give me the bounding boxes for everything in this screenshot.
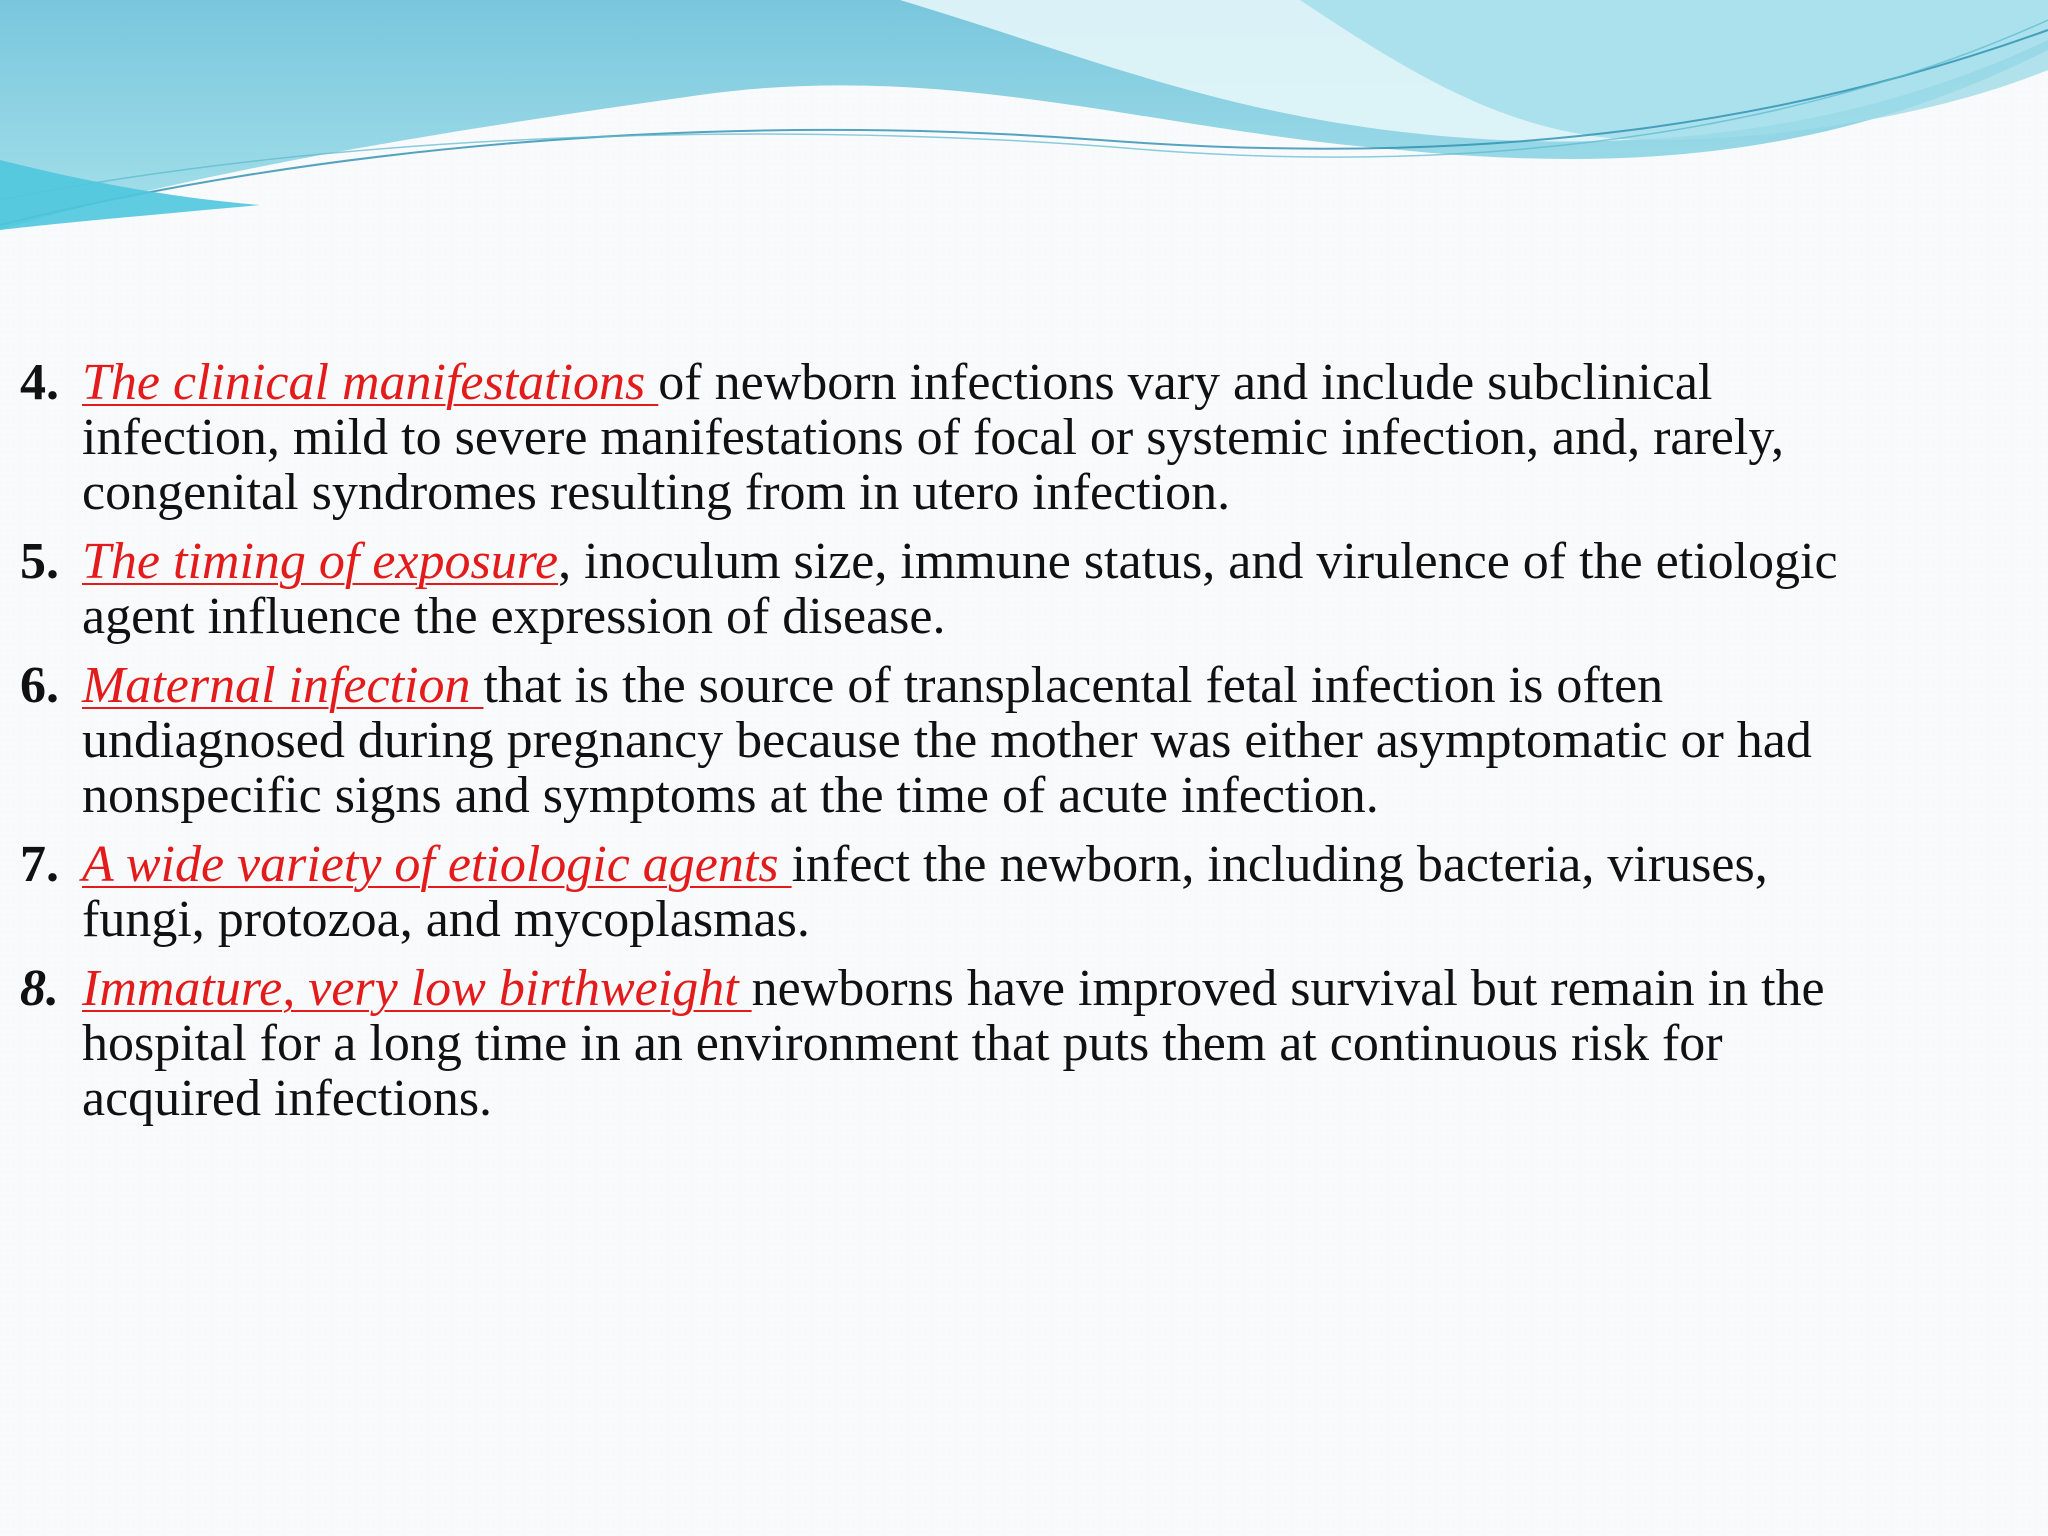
list-item xyxy=(20,961,2010,1126)
item-number: 6. xyxy=(20,657,59,714)
item-highlight: The timing of exposure xyxy=(82,533,559,590)
item-highlight: Maternal infection xyxy=(82,657,484,714)
item-text xyxy=(82,837,2010,947)
item-body: , inoculum size, immune status, and virulence of the etiologic agent influence the expression of disease. xyxy=(82,533,1838,645)
list-item xyxy=(20,837,2010,947)
list-item xyxy=(20,534,2010,644)
item-body: infect the newborn, including bacteria, viruses, fungi, protozoa, and mycoplasmas. xyxy=(82,836,1768,948)
list-item xyxy=(20,658,2010,823)
item-body: of newborn infections vary and include subclinical infection, mild to severe manifestations of focal or systemic infection, and, rarely, congenital syndromes resulting from in utero infection. xyxy=(82,354,1784,521)
item-text xyxy=(82,961,2010,1126)
list-item xyxy=(20,355,2010,520)
item-body: that is the source of transplacental fetal infection is often undiagnosed during pregnancy because the mother was either asymptomatic or had nonspecific signs and symptoms at the time of acute infection. xyxy=(82,657,1812,824)
slide-content xyxy=(20,355,2010,1140)
item-number: 5. xyxy=(20,533,59,590)
item-number: 4. xyxy=(20,354,59,411)
item-number: 8. xyxy=(20,960,59,1017)
item-text xyxy=(82,534,2010,644)
item-text xyxy=(82,658,2010,823)
item-highlight: Immature, very low birthweight xyxy=(82,960,752,1017)
item-text xyxy=(82,355,2010,520)
decorative-wave-header xyxy=(0,0,2048,240)
item-highlight: A wide variety of etiologic agents xyxy=(82,836,792,893)
item-number: 7. xyxy=(20,836,59,893)
item-highlight: The clinical manifestations xyxy=(82,354,659,411)
item-body: newborns have improved survival but remain in the hospital for a long time in an environment that puts them at continuous risk for acquired infections. xyxy=(82,960,1825,1127)
